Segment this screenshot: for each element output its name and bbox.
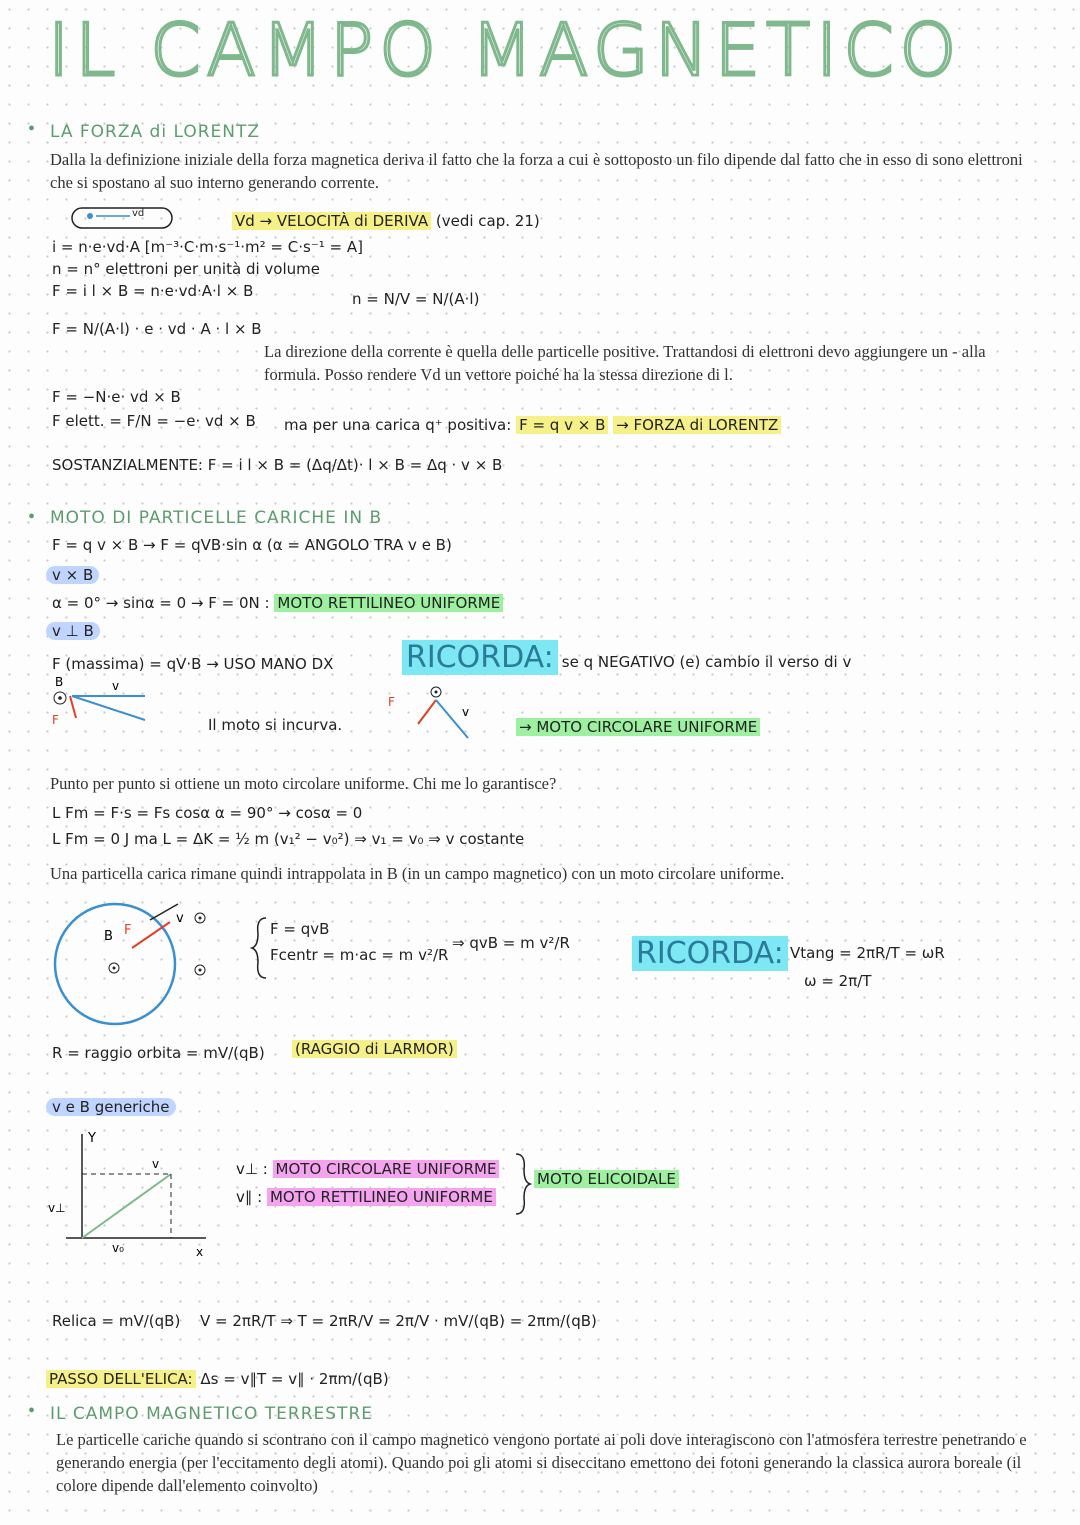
system-result: ⇒ qvB = m v²/R xyxy=(452,934,570,952)
system-eq-2: Fcentr = m·ac = m v²/R xyxy=(270,946,449,964)
bullet-dot: • xyxy=(28,506,36,528)
force-arrow xyxy=(70,696,76,718)
x-axis-label: x xyxy=(196,1245,204,1259)
f-label: F xyxy=(388,695,395,709)
system-brace xyxy=(252,916,268,980)
vtang-formula: Vtang = 2πR/T = ωR xyxy=(790,944,945,962)
orbit-circle xyxy=(55,904,175,1024)
force-electron: F elett. = F/N = −e· vd × B xyxy=(52,412,256,430)
helical-motion: MOTO ELICOIDALE xyxy=(534,1170,679,1188)
generic-tag: v e B generiche xyxy=(46,1098,176,1116)
system-eq-1: F = qvB xyxy=(270,920,330,938)
page-title: IL CAMPO MAGNETICO xyxy=(48,8,963,92)
y-axis-label: Y xyxy=(88,1131,96,1146)
helix-brace xyxy=(514,1152,530,1216)
velocity-vector xyxy=(82,1174,171,1238)
curve-note: Il moto si incurva. xyxy=(208,716,343,734)
guarantee-question: Punto per punto si ottiene un moto circolare uniforme. Chi me lo garantisce? xyxy=(50,774,557,793)
force-velocity-diagram xyxy=(50,675,180,740)
earth-field-paragraph: Le particelle cariche quando si scontrano con il campo magnetico vengono portate ai poli dove interagiscono con l'atmosfera terrestre penetrando e generando energia (per l'eccitamento degli atomi). Quando poi gli atomi si diseccitano emettono dei fotoni generando la classica aurora boreale (il colore dipende dall'elemento coinvolto) xyxy=(56,1430,1027,1495)
lorentz-magnitude: F = q v × B → F = qVB·sin α (α = ANGOLO TRA v e B) xyxy=(52,536,452,554)
ricorda-1-text: se q NEGATIVO (e) cambio il verso di v xyxy=(561,653,852,671)
v-label: v xyxy=(112,679,120,693)
drift-label: vd xyxy=(132,208,145,219)
section-heading-particles: MOTO DI PARTICELLE CARICHE IN B xyxy=(50,508,383,528)
intro-paragraph: Dalla la definizione iniziale della forza magnetica deriva il fatto che la forza a cui è sottoposto un filo dipende dal fatto che in esso di sono elettroni che si spostano al suo interno generando corrente. xyxy=(50,150,1023,192)
positive-charge-line xyxy=(284,416,781,434)
ricorda-2-label: RICORDA: xyxy=(632,936,788,971)
vpar-highlight: MOTO RETTILINEO UNIFORME xyxy=(267,1188,496,1206)
wire-diagram xyxy=(70,204,190,234)
f-label: F xyxy=(52,713,59,727)
force-equation-1: F = i l × B = n·e·vd·A·l × B xyxy=(52,282,254,300)
force-arrow xyxy=(418,700,436,724)
larmor-radius: R = raggio orbita = mV/(qB) xyxy=(52,1044,265,1062)
wire-shape xyxy=(72,208,172,228)
velocity-arrow xyxy=(72,696,145,720)
b-label: B xyxy=(55,675,64,689)
vd-line xyxy=(232,212,540,230)
lorentz-formula: F = q v × B xyxy=(516,416,608,434)
density-equation: n = N/V = N/(A·l) xyxy=(352,290,480,308)
vperp-label: v⊥ xyxy=(48,1201,66,1215)
vperp-line: v⊥ : MOTO CIRCOLARE UNIFORME xyxy=(236,1160,499,1178)
b-out-icon xyxy=(113,967,116,970)
electron-density-def: n = n° elettroni per unità di volume xyxy=(52,260,320,278)
parallel-tag: v × B xyxy=(46,566,99,584)
velocity-arrow xyxy=(150,904,178,920)
b-out-icon xyxy=(199,917,202,920)
ricorda-1 xyxy=(402,640,851,675)
b-out-icon xyxy=(199,969,202,972)
v-label: v xyxy=(176,911,184,926)
vpar-line: v∥ : MOTO RETTILINEO UNIFORME xyxy=(236,1188,496,1206)
perpendicular-tag: v ⊥ B xyxy=(46,622,100,640)
force-equation-3: F = −N·e· vd × B xyxy=(52,388,181,406)
mru-highlight: MOTO RETTILINEO UNIFORME xyxy=(274,594,503,612)
b-label: B xyxy=(104,929,113,944)
circular-orbit-diagram xyxy=(50,900,220,1030)
vd-label: Vd → VELOCITÀ di DERIVA xyxy=(232,212,431,230)
bullet-dot: • xyxy=(28,1400,36,1422)
velocity-decomposition-diagram xyxy=(46,1128,216,1268)
f-label: F xyxy=(124,923,132,938)
vperp-highlight: MOTO CIRCOLARE UNIFORME xyxy=(273,1160,500,1178)
direction-note: La direzione della corrente è quella delle particelle positive. Trattandosi di elettroni devo aggiungere un - alla formula. Posso rendere Vd un vettore poiché ha la stessa direzione di l. xyxy=(264,342,986,384)
v-label: v xyxy=(462,705,470,719)
v0-label: v₀ xyxy=(112,1241,124,1255)
parallel-case: α = 0° → sinα = 0 → F = 0N : MOTO RETTILINEO UNIFORME xyxy=(52,594,503,612)
lorentz-label: → FORZA di LORENTZ xyxy=(613,416,781,434)
larmor-label: (RAGGIO di LARMOR) xyxy=(292,1040,457,1058)
max-force: F (massima) = qV·B → USO MANO DX xyxy=(52,655,334,673)
electron-dot xyxy=(87,213,93,219)
trapped-paragraph: Una particella carica rimane quindi intrappolata in B (in un campo magnetico) con un moto circolare uniforme. xyxy=(50,864,785,883)
positive-text: ma per una carica q⁺ positiva: xyxy=(284,416,512,434)
curve-diagram xyxy=(386,676,486,756)
force-equation-2: F = N/(A·l) · e · vd · A · l × B xyxy=(52,320,262,338)
v-label: v xyxy=(152,1157,160,1171)
mcu-label: → MOTO CIRCOLARE UNIFORME xyxy=(516,718,760,736)
work-equation-1: L Fm = F·s = Fs cosα α = 90° → cosα = 0 xyxy=(52,804,363,822)
helix-radius: Relica = mV/(qB) xyxy=(52,1312,181,1330)
section-heading-lorentz: LA FORZA di LORENTZ xyxy=(50,122,261,142)
force-arrow xyxy=(132,922,170,948)
pitch-equation: Δs = v∥T = v∥ · 2πm/(qB) xyxy=(200,1370,389,1388)
pitch-label: PASSO DELL'ELICA: xyxy=(46,1370,196,1388)
substantially-equation: SOSTANZIALMENTE: F = i l × B = (Δq/Δt)· l × B = Δq · v × B xyxy=(52,456,503,474)
omega-formula: ω = 2π/T xyxy=(804,972,872,990)
work-equation-2: L Fm = 0 J ma L = ΔK = ½ m (v₁² − v₀²) ⇒ v₁ = v₀ ⇒ v costante xyxy=(52,830,525,848)
period-equation: V = 2πR/T ⇒ T = 2πR/V = 2π/V · mV/(qB) = 2πm/(qB) xyxy=(200,1312,597,1330)
current-equation: i = n·e·vd·A [m⁻³·C·m·s⁻¹·m² = C·s⁻¹ = A] xyxy=(52,238,363,256)
ricorda-2 xyxy=(632,936,788,971)
ricorda-1-label: RICORDA: xyxy=(402,640,558,675)
section-heading-earth: IL CAMPO MAGNETICO TERRESTRE xyxy=(50,1404,373,1424)
bullet-dot: • xyxy=(28,118,36,140)
vd-ref: (vedi cap. 21) xyxy=(435,212,540,230)
helix-pitch xyxy=(46,1370,389,1388)
